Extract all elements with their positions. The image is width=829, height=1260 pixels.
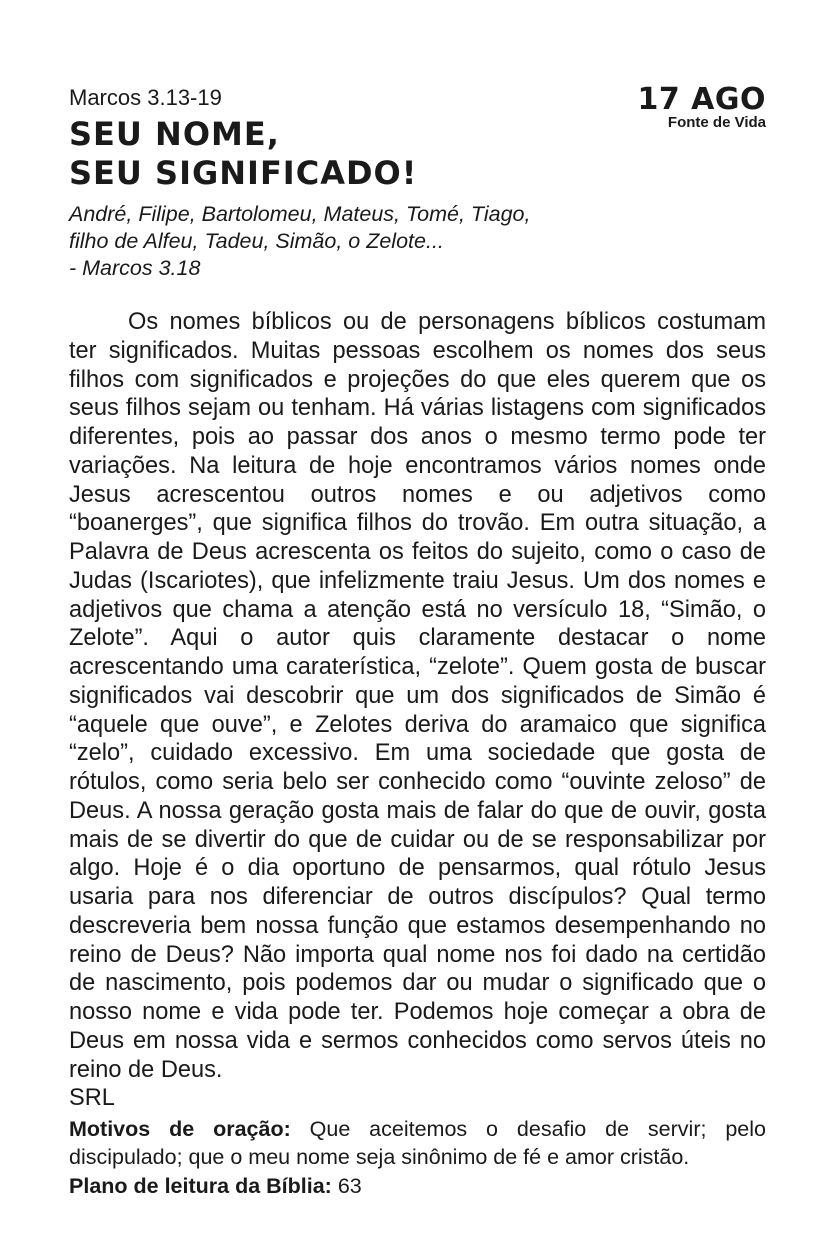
page-title bbox=[69, 115, 766, 193]
prayer-points bbox=[69, 1115, 766, 1171]
epigraph-line-1: André, Filipe, Bartolomeu, Mateus, Tomé, Tiago, bbox=[69, 202, 531, 226]
devotional-page bbox=[69, 84, 766, 1200]
title-line-1: SEU NOME, bbox=[69, 115, 280, 153]
reading-plan-value: 63 bbox=[331, 1174, 362, 1198]
reading-plan-label: Plano de leitura da Bíblia: bbox=[69, 1174, 332, 1198]
reading-plan bbox=[69, 1172, 766, 1200]
title-line-2: SEU SIGNIFICADO! bbox=[69, 154, 418, 192]
author-signature: SRL bbox=[69, 1085, 115, 1112]
source-label: Fonte de Vida bbox=[667, 114, 766, 131]
epigraph-line-2: filho de Alfeu, Tadeu, Simão, o Zelote... bbox=[69, 229, 444, 253]
prayer-text: Que aceitemos o desafio de servir; pelo discipulado; que o meu nome seja sinônimo de fé e amor cristão. bbox=[69, 1117, 766, 1169]
prayer-label: Motivos de oração: bbox=[69, 1117, 291, 1141]
body-paragraph: Os nomes bíblicos ou de personagens bíblicos costumam ter significados. Muitas pessoas escolhem os nomes dos seus filhos com significados e projeções do que eles querem que os seus filhos sejam ou tenham. Há várias listagens com significados diferentes, pois ao passar dos anos o mesmo termo pode ter variações. Na leitura de hoje encontramos vários nomes onde Jesus acrescentou outros nomes e ou adjetivos como “boanerges”, que significa filhos do trovão. Em outra situação, a Palavra de Deus acrescenta os feitos do sujeito, como o caso de Judas (Iscariotes), que infelizmente traiu Jesus. Um dos nomes e adjetivos que chama a atenção está no versículo 18, “Simão, o Zelote”. Aqui o autor quis claramente destacar o nome acrescentando uma caraterística, “zelote”. Quem gosta de buscar significados vai descobrir que um dos significados de Simão é “aquele que ouve”, e Zelotes deriva do aramaico que significa “zelo”, cuidado excessivo. Em uma sociedade que gosta de rótulos, como seria belo ser conhecido como “ouvinte zeloso” de Deus. A nossa geração gosta mais de falar do que de ouvir, gosta mais de se divertir do que de cuidar ou de se responsabilizar por algo. Hoje é o dia oportuno de pensarmos, qual rótulo Jesus usaria para nos diferenciar de outros discípulos? Qual termo descreveria bem nossa função que estamos desempenhando no reino de Deus? Não importa qual nome nos foi dado na certidão de nascimento, pois podemos dar ou mudar o significado que o nosso nome e vida pode ter. Podemos hoje começar a obra de Deus em nossa vida e sermos conhecidos como servos úteis no reino de Deus. bbox=[69, 309, 766, 1083]
scripture-reference: Marcos 3.13-19 bbox=[69, 85, 222, 110]
epigraph bbox=[69, 201, 766, 282]
date: 17 AGO bbox=[637, 82, 766, 117]
epigraph-line-3: - Marcos 3.18 bbox=[69, 256, 201, 280]
